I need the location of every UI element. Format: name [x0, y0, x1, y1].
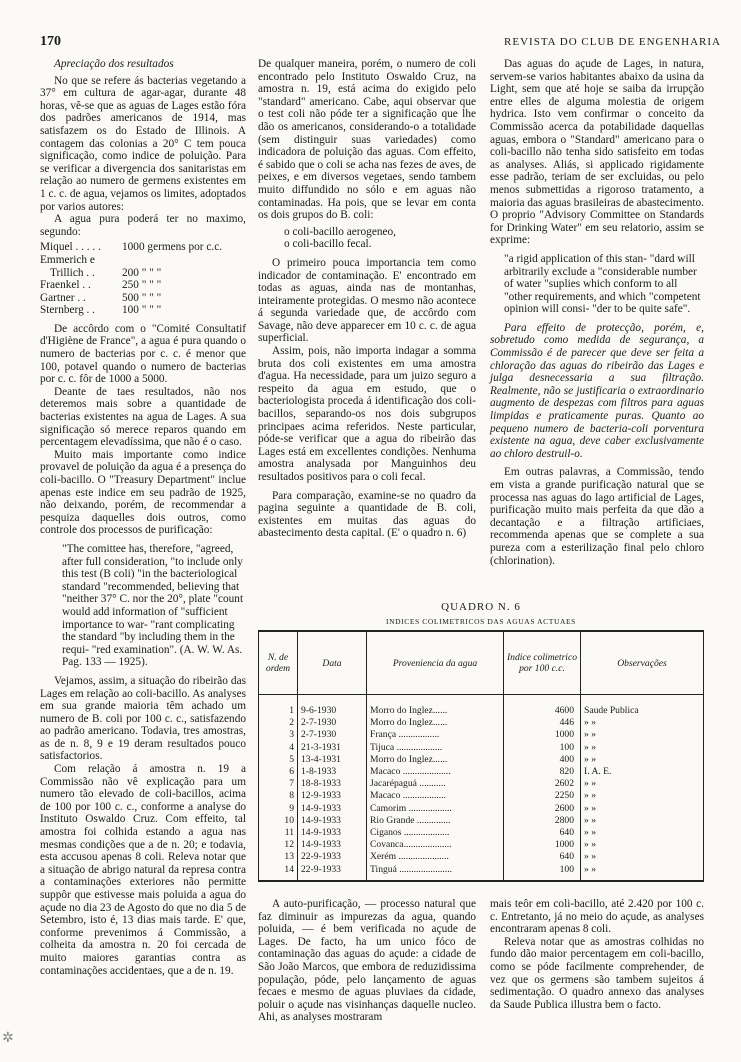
- paragraph: Assim, pois, não importa indagar a somma bruta dos coli existentes em uma amostra d'agua. Ha necessidade, para um juizo seguro a respeito da agua em estudo, que o bacteriologista proceda á identificação dos coli-bacillos, separando-os nos dois subgrupos principaes acima referidos. Neste particular, póde-se verificar que a agua do ribeirão das Lages está em excellentes condições. Nenhuma amostra analysada por Manguinhos deu resultados positivos para o coli fecal.: [258, 345, 476, 483]
- order-number: 12: [259, 839, 298, 851]
- germ-limit: 250 " " ": [122, 279, 162, 292]
- paragraph: Para comparação, examine-se no quadro da pagina seguinte a quantidade de B. coli, existentes em muitas das aguas do abastecimento desta capital. (E' o quadro n. 6): [258, 489, 476, 540]
- coli-index: 640: [504, 851, 581, 863]
- author-name: Trillich . .: [50, 266, 95, 279]
- list-item: o coli-bacillo fecal.: [284, 238, 372, 251]
- order-number: 6: [259, 766, 298, 778]
- sample-date: 2-7-1930: [298, 717, 367, 729]
- germ-row: [40, 279, 246, 292]
- observation: Saude Publica: [581, 705, 704, 717]
- paragraph: Muito mais importante como indice provavel de poluição da agua é a presença do coli-bacillo. O "Treasury Department" inclue apenas este indice em seu padrão de 1925, não deixando, porém, de recommendar a pesquiza daquelles dois outros, como controle dos processos de purificação:: [40, 448, 246, 537]
- table-row: [259, 717, 704, 729]
- paragraph: mais teôr em coli-bacillo, até 2.420 por 100 c. c. Entretanto, já no meio do açude, as analyses encontraram apenas 8 coli.: [490, 898, 704, 936]
- order-number: 2: [259, 717, 298, 729]
- water-source: Macaco ..................: [367, 790, 504, 802]
- paragraph: Com relação á amostra n. 19 a Commissão não vê explicação para um numero tão elevado de coli-bacillos, acima de 100 por 100 c. c., conforme a analyse do Instituto Oswaldo Cruz. Com effeito, tal amostra foi colhida estando a agua nas mesmas condições que a de n. 20; e todavia, esta accusou apenas 8 coli. Releva notar que a situação de abrigo natural da represa contra a contaminações exteriores não permitte suppôr que estivesse mais poluida a agua do açude no dia 23 de Agosto do que no dia 5 de Setembro, isto é, 13 dias mais tarde. E' que, conforme prevenimos á Commissão, a colheita da amostra n. 20 foi cercada de muito maiores garantias contra as contaminações accidentaes, que a de n. 19.: [40, 763, 246, 977]
- water-source: Morro do Inglez......: [367, 717, 504, 729]
- paragraph: A auto-purificação, — processo natural que faz diminuir as impurezas da agua, quando poluida, — é bem verificada no açude de Lages. De facto, ha um unico fóco de contaminação das aguas do açude: a cidade de São João Marcos, que embora de reduzidissima população, póde, pelo lançamento de aguas fecaes e mesmo de aguas pluviaes da cidade, poluir o açude nas visinhanças daquelle nucleo. Ahi, as analyses mostraram: [258, 898, 476, 1024]
- sample-date: 22-9-1933: [298, 851, 367, 863]
- paragraph: Vejamos, assim, a situação do ribeirão das Lages em relação ao coli-bacillo. As analyses em sua grande maioria têm achado um numero de B. coli por 100 c. c., satisfazendo ao padrão americano. Todavia, tres amostras, as de n. 8, 9 e 19 deram resultados pouco satisfactorios.: [40, 674, 246, 763]
- germ-limit: 200 " " ": [122, 266, 162, 279]
- order-number: 11: [259, 827, 298, 839]
- observation: » »: [581, 803, 704, 815]
- coli-index: 820: [504, 766, 581, 778]
- bacillus-list: [258, 226, 476, 251]
- water-source: Xerém .....................: [367, 851, 504, 863]
- coli-index: 1000: [504, 839, 581, 851]
- coli-index: 100: [504, 742, 581, 754]
- paragraph: No que se refere ás bacterias vegetando a 37° em cultura de agar-agar, durante 48 horas, vê-se que as aguas de Lages estão fóra dos padrões americanos de 1914, mas satisfazem os do Estado de Illinois. A contagem das colonias a 20° C tem pouca significação, como indice de poluição. Para se verificar a divergencia dos sanitaristas em relação ao numero de germens existentes em 1 c. c. de agua, vejamos os limites, adoptados por varios autores:: [40, 74, 246, 213]
- observation: » »: [581, 864, 704, 881]
- observation: » »: [581, 827, 704, 839]
- header-index: Indice colimetrico por 100 c.c.: [504, 631, 581, 695]
- column-left: [40, 58, 246, 977]
- sample-date: 18-8-1933: [298, 778, 367, 790]
- block-quote: [490, 253, 704, 316]
- column-right: [490, 58, 704, 567]
- water-source: Ciganos ...................: [367, 827, 504, 839]
- header-observations: Observações: [581, 631, 704, 695]
- paragraph: Releva notar que as amostras colhidas no fundo dão maior percentagem em coli-bacillo, como se póde facilmente comprehender, de vez que os germens são tambem sujeitos á sedimentação. O quadro annexo das analyses da Saude Publica illustra bem o facto.: [490, 935, 704, 1011]
- sample-date: 14-9-1933: [298, 803, 367, 815]
- sample-date: 9-6-1930: [298, 705, 367, 717]
- table-header-row: [259, 631, 704, 695]
- coli-index: 1000: [504, 729, 581, 741]
- sample-date: 1-8-1933: [298, 766, 367, 778]
- section-title: Apreciação dos resultados: [54, 58, 174, 70]
- coli-index: 2250: [504, 790, 581, 802]
- water-source: Morro do Inglez......: [367, 705, 504, 717]
- author-name: Gartner . .: [40, 291, 86, 304]
- quote-text: "The comittee has, therefore, "agreed, after full consideration, "to include only this test (B coli) "in the bacteriological standard "recommended, believing that "neither 37° C. nor the 20°, plate "count would add information of "sufficient importance to war- "rant complicating the standard "by including them in the requi- "red examination". (A. W. W. As. Pag. 133 — 1925).: [62, 542, 244, 669]
- paragraph: Deante de taes resultados, não nos deteremos mais sobre a quantidade de bacterias existentes na agua de Lages. A sua significação só merece reparos quando em percentagem elevadíssima, que não é o caso.: [40, 385, 246, 449]
- observation: » »: [581, 839, 704, 851]
- germ-row: [40, 304, 246, 317]
- germ-limit: 1000 germens por c.c.: [122, 241, 223, 254]
- sample-date: 21-3-1931: [298, 742, 367, 754]
- table-spacer: [259, 695, 704, 706]
- order-number: 4: [259, 742, 298, 754]
- paragraph: Para effeito de protecção, porém, e, sobretudo como medida de segurança, a Commissão é de parecer que deve ser feita a chloração das aguas do ribeirão das Lages e julga desnecessaria a sua filtração. Realmente, não se justificaria o extraordinario augmento de despezas com filtros para aguas limpidas e praticamente puras. Quanto ao pequeno numero de bacteria-coli porventura existente na agua, deve caber exclusivamente ao chloro destruil-o.: [490, 321, 704, 460]
- coli-index: 400: [504, 754, 581, 766]
- germ-limits-list: [40, 241, 246, 317]
- germ-row: [40, 292, 246, 305]
- author-name: Sternberg . .: [40, 304, 96, 317]
- sample-date: 14-9-1933: [298, 827, 367, 839]
- sample-date: 14-9-1933: [298, 839, 367, 851]
- column-lower-right: [490, 898, 704, 1011]
- germ-limit: 100 " " ": [122, 304, 162, 317]
- water-source: Tinguá ......................: [367, 864, 504, 881]
- paragraph: De qualquer maneira, porém, o numero de coli encontrado pelo Instituto Oswaldo Cruz, na amostra n. 19, está acima do exigido pelo "standard" americano. Cabe, aqui observar que o test coli não póde ter a significação que lhe dão os americanos, considerando-o a totalidade (sem distinguir suas variedades) como indicadora de poluição das aguas. Com effeito, é sabido que o coli se acha nas fezes de aves, de peixes, e em diversos vegetaes, sendo tambem muito diffundido no sólo e em aguas não contaminadas. Ha pois, que se levar em conta os dois grupos do B. coli:: [258, 58, 476, 222]
- table-subtitle: INDICES COLIMETRICOS DAS AGUAS ACTUAES: [386, 617, 576, 626]
- water-source: Tijuca ...................: [367, 742, 504, 754]
- table-row: [259, 864, 704, 881]
- table-row: [259, 790, 704, 802]
- table-row: [259, 839, 704, 851]
- observation: I. A. E.: [581, 766, 704, 778]
- water-source: Macaco ....................: [367, 766, 504, 778]
- coli-index: 2800: [504, 815, 581, 827]
- header-source: Proveniencia da agua: [367, 631, 504, 695]
- germ-limit: 500 " " ": [122, 291, 162, 304]
- order-number: 9: [259, 803, 298, 815]
- observation: » »: [581, 778, 704, 790]
- observation: » »: [581, 815, 704, 827]
- water-source: Morro do Inglez......: [367, 754, 504, 766]
- coli-index: 640: [504, 827, 581, 839]
- coli-index: 4600: [504, 705, 581, 717]
- sample-date: 12-9-1933: [298, 790, 367, 802]
- author-name: Emmerich e: [40, 253, 95, 266]
- order-number: 13: [259, 851, 298, 863]
- coli-index: 2602: [504, 778, 581, 790]
- table-row: [259, 729, 704, 741]
- sample-date: 22-9-1933: [298, 864, 367, 881]
- observation: » »: [581, 790, 704, 802]
- header-order: N. de ordem: [259, 631, 298, 695]
- paragraph: O primeiro pouca importancia tem como indicador de contaminação. E' encontrado em todas as aguas, ainda nas de montanhas, inteiramente protegidas. O mesmo não acontece á segunda variedade que, de accôrdo com Savage, não deve apparecer em 10 c. c. de agua superficial.: [258, 256, 476, 345]
- scan-mark-icon: ✲: [2, 1031, 14, 1046]
- germ-row: [40, 267, 246, 280]
- observation: » »: [581, 742, 704, 754]
- water-source: Camorim ..................: [367, 803, 504, 815]
- paragraph: Das aguas do açude de Lages, in natura, servem-se varios habitantes abaixo da usina da Light, sem que até hoje se saiba da irrupção entre elles de alguma molestia de origem hydrica. Isto vem confirmar o conceito da Commissão acerca da potabilidade daquellas aguas, embora o "Standard" americano para o coli-bacillo não tenha sido satisfeito em todas as analyses. Aliás, si applicado rigidamente esse padrão, teriam de ser excluidas, ou pelo menos submettidas a rigoroso tratamento, a maioria das aguas brasileiras de abastecimento. O proprio "Advisory Committee on Standards for Drinking Water" em seu relatorio, assim se exprime:: [490, 58, 704, 247]
- column-middle: [258, 58, 476, 540]
- table-title: QUADRO N. 6: [441, 601, 521, 613]
- paragraph: Em outras palavras, a Commissão, tendo em vista a grande purificação natural que se processa nas aguas do lago artificial de Lages, purificação muito mais perfeita da que dão a decantação e a filtração artificiaes, recommenda apenas que se complete a sua pureza com a esterilização final pelo chloro (chlorination).: [490, 466, 704, 567]
- observation: » »: [581, 717, 704, 729]
- sample-date: 2-7-1930: [298, 729, 367, 741]
- list-item: o coli-bacillo aerogeneo,: [284, 225, 396, 238]
- quote-text: "a rigid application of this stan- "dard will arbitrarily exclude a "considerable number of water "suplies which conform to all "other requirements, and which "competent opinion will consi- "der to be quite safe".: [504, 252, 701, 316]
- coli-index: 2600: [504, 803, 581, 815]
- table-row: [259, 778, 704, 790]
- journal-title: REVISTA DO CLUB DE ENGENHARIA: [504, 36, 721, 48]
- table-row: [259, 705, 704, 717]
- germ-row: [40, 254, 246, 267]
- order-number: 1: [259, 705, 298, 717]
- table-row: [259, 851, 704, 863]
- table-row: [259, 742, 704, 754]
- table-row: [259, 803, 704, 815]
- column-lower-middle: [258, 898, 476, 1024]
- water-source: Covanca....................: [367, 839, 504, 851]
- observation: » »: [581, 729, 704, 741]
- order-number: 3: [259, 729, 298, 741]
- coli-index: 100: [504, 864, 581, 881]
- germ-limit: [122, 254, 246, 267]
- block-quote: [40, 543, 246, 669]
- water-source: França .................: [367, 729, 504, 741]
- water-source: Rio Grande ..............: [367, 815, 504, 827]
- observation: » »: [581, 851, 704, 863]
- observation: » »: [581, 754, 704, 766]
- coli-index: 446: [504, 717, 581, 729]
- paragraph: De accôrdo com o "Comité Consultatif d'Higiène de France", a agua é pura quando o numero de bacterias por c. c. é menor que 100, potavel quando o numero de bacterias por c. c. fôr de 1000 a 5000.: [40, 322, 246, 386]
- order-number: 8: [259, 790, 298, 802]
- header-date: Data: [298, 631, 367, 695]
- order-number: 5: [259, 754, 298, 766]
- table-row: [259, 827, 704, 839]
- water-source: Jacarépaguá ...........: [367, 778, 504, 790]
- sample-date: 14-9-1933: [298, 815, 367, 827]
- paragraph: A agua pura poderá ter no maximo, segundo:: [40, 213, 246, 238]
- order-number: 7: [259, 778, 298, 790]
- table-row: [259, 815, 704, 827]
- author-name: Fraenkel . .: [40, 279, 91, 292]
- germ-row: [40, 241, 246, 254]
- order-number: 10: [259, 815, 298, 827]
- table-row: [259, 766, 704, 778]
- sample-date: 13-4-1931: [298, 754, 367, 766]
- quadro-6-table: [258, 630, 704, 882]
- table-row: [259, 754, 704, 766]
- author-name: Miquel . . . . .: [40, 241, 101, 254]
- order-number: 14: [259, 864, 298, 881]
- page-number: 170: [40, 34, 61, 49]
